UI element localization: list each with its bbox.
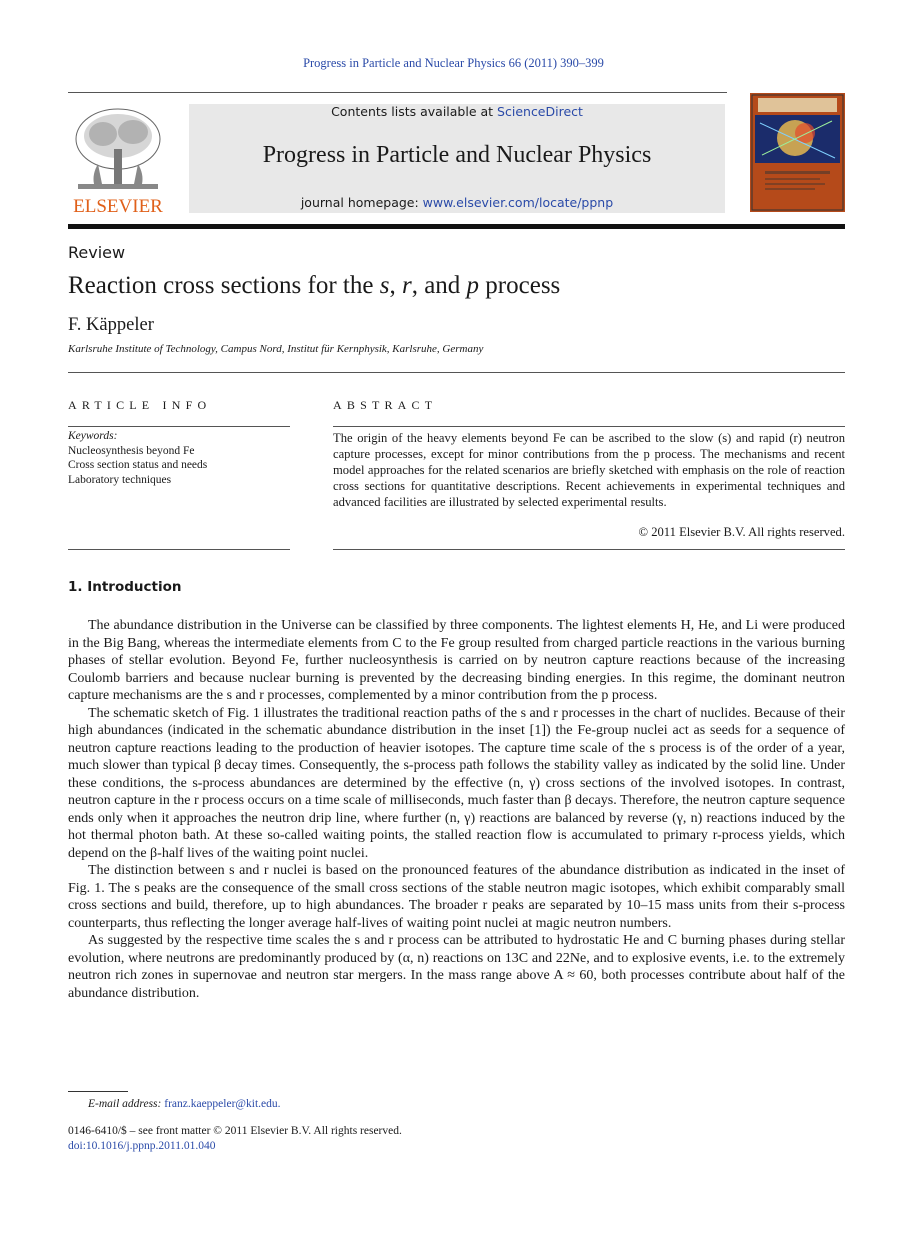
journal-cover-thumbnail[interactable]: [750, 93, 845, 212]
title-r: r: [401, 272, 412, 299]
title-s: s: [379, 272, 390, 299]
journal-citation[interactable]: Progress in Particle and Nuclear Physics 66 (2011) 390–399: [303, 56, 604, 70]
keyword-item: Cross section status and needs: [68, 459, 208, 471]
footnote-rule: [68, 1091, 128, 1092]
keyword-item: Laboratory techniques: [68, 473, 172, 486]
keyword-item: Nucleosynthesis beyond Fe: [68, 444, 195, 457]
title-text: , and: [411, 272, 467, 299]
paragraph: The schematic sketch of Fig. 1 illustrates the traditional reaction paths of the s and r processes in the chart of nuclides. Because of their high abundances (indicated in the schematic abundance distribution in the inset [1]) the Fe-group nuclei act as seeds for a sequence of neutron capture reactions leading to the production of heavier isotopes. The capture time scale of the s process is of the order of a year, much slower than typical β decay times. Consequently, the s-process path follows the stability valley as indicated by the solid line. Under these conditions, the s-process abundances are determined by the effective (n, γ) cross sections of the involved isotopes. In contrast, neutron capture in the r process occurs on a time scale of milliseconds, much faster than β decays. Therefore, the neutron capture sequence ends only when it approaches the neutron drip line, where further (n, γ) reactions are balanced by reverse (γ, n) reactions induced by the hot thermal photon bath. At these so-called waiting points, the stalled reaction flow is accumulated to primary r-process yields, which depend on the β-half lives of the waiting point nuclei.: [68, 705, 845, 861]
abstract-text: The origin of the heavy elements beyond Fe can be ascribed to the slow (s) and rapid (r) neutron capture processes, except for minor contributions from the p process. The mechanisms and recent model approaches for the related scenarios are briefly sketched with emphasis on the role of reaction cross sections for quantitative descriptions. Recent achievements in experimental techniques and advanced facilities are illustrated by selected experimental results.: [333, 431, 845, 509]
issn-line: 0146-6410/$ – see front matter © 2011 Elsevier B.V. All rights reserved.: [68, 1125, 402, 1137]
contents-line: [189, 104, 725, 119]
divider: [333, 426, 845, 427]
elsevier-tree-icon: [68, 104, 168, 216]
keywords-block: [68, 429, 207, 487]
sciencedirect-link[interactable]: ScienceDirect: [497, 104, 583, 119]
email-link[interactable]: franz.kaeppeler@kit.edu.: [164, 1098, 281, 1110]
divider: [68, 426, 290, 427]
abstract-heading: ABSTRACT: [333, 398, 438, 412]
paragraph: As suggested by the respective time scales the s and r process can be attributed to hydrostatic He and C burning phases during stellar evolution, where neutrons are predominantly produced by (α, n) reactions on 13C and 22Ne, and to explosive events, i.e. to the extremely neutron rich zones in supernovae and neutron star mergers. In the mass range above A ≈ 60, both processes contribute about half of the abundance distribution.: [68, 933, 845, 1001]
journal-cover-icon: [750, 93, 845, 212]
divider: [333, 549, 845, 550]
paragraph: The abundance distribution in the Universe can be classified by three components. The lightest elements H, He, and Li were produced in the Big Bang, whereas the intermediate elements from C to the Fe group resulted from charged particle reactions in the various burning phases of stellar evolution. Beyond Fe, further nucleosynthesis is carried on by neutron capture reactions because of the increasing Coulomb barriers and because nuclear burning is prevented by the decreasing binding energies. In this regime, the dominant neutron capture mechanisms are the s and r processes, complemented by a minor contribution from the p process.: [68, 618, 845, 703]
affiliation: Karlsruhe Institute of Technology, Campus Nord, Institut für Kernphysik, Karlsruhe, Germany: [68, 343, 484, 355]
email-footnote: [88, 1098, 281, 1110]
article-type: Review: [68, 243, 126, 262]
header-thick-rule: [68, 224, 845, 229]
homepage-link[interactable]: www.elsevier.com/locate/ppnp: [422, 195, 614, 210]
elsevier-logo[interactable]: [68, 104, 168, 216]
journal-title: Progress in Particle and Nuclear Physics: [262, 142, 652, 168]
author-name[interactable]: F. Käppeler: [68, 315, 154, 335]
doi-link[interactable]: doi:10.1016/j.ppnp.2011.01.040: [68, 1140, 216, 1152]
keywords-label: Keywords:: [68, 430, 118, 442]
section-heading: 1. Introduction: [68, 579, 182, 595]
title-text: Reaction cross sections for the: [68, 272, 380, 299]
body-text: [68, 617, 845, 1002]
copyright-notice: © 2011 Elsevier B.V. All rights reserved.: [638, 525, 845, 539]
header-rule: [68, 92, 727, 93]
title-p: p: [466, 272, 480, 299]
contents-prefix: Contents lists available at: [331, 104, 498, 119]
elsevier-wordmark: ELSEVIER: [73, 196, 163, 216]
article-info-heading: ARTICLE INFO: [68, 398, 212, 412]
divider: [68, 549, 290, 550]
title-text: process: [479, 272, 561, 299]
paragraph: The distinction between s and r nuclei is based on the pronounced features of the abundance distribution as indicated in the inset of Fig. 1. The s peaks are the consequence of the small cross sections of the stable neutron magic isotopes, which exhibit comparably small cross sections and build, therefore, up to high abundances. The broader r peaks are separated by 10–15 mass units from their s-process counterparts, thus reflecting the longer average half-lives of waiting point nuclei at magic neutron numbers.: [68, 863, 845, 931]
divider: [68, 372, 845, 373]
homepage-prefix: journal homepage:: [300, 195, 423, 210]
article-title: [68, 272, 560, 300]
email-label: E-mail address:: [88, 1098, 165, 1110]
homepage-line: [189, 195, 725, 210]
title-text: ,: [389, 272, 402, 299]
